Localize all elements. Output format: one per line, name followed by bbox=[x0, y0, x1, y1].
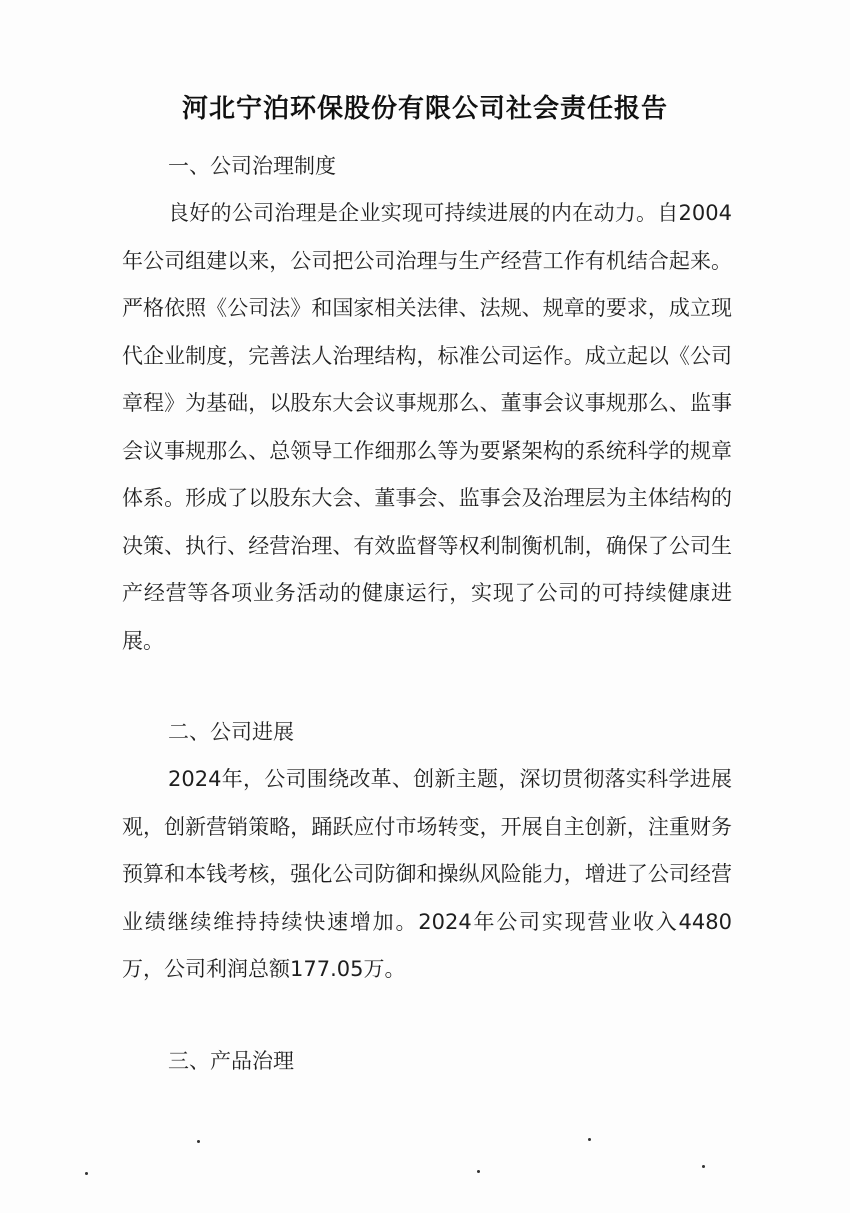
scan-speck bbox=[702, 1165, 705, 1168]
section-paragraph-development: 2024年，公司围绕改革、创新主题，深切贯彻落实科学进展观，创新营销策略，踊跃应付市场转变，开展自主创新，注重财务预算和本钱考核，强化公司防御和操纵风险能力，增进了公司经营业绩继续维持持续快速增加。2024年公司实现营业收入4480万，公司利润总额177.05万。 bbox=[122, 767, 732, 981]
section-heading-governance: 一、公司治理制度 bbox=[168, 154, 336, 178]
section-heading-development: 二、公司进展 bbox=[168, 720, 294, 744]
scan-speck bbox=[197, 1140, 200, 1143]
document-title: 河北宁泊环保股份有限公司社会责任报告 bbox=[181, 94, 668, 124]
section-paragraph-governance: 良好的公司治理是企业实现可持续进展的内在动力。自2004年公司组建以来，公司把公司治理与生产经营工作有机结合起来。严格依照《公司法》和国家相关法律、法规、规章的要求，成立现代企业制度，完善法人治理结构，标准公司运作。成立起以《公司章程》为基础，以股东大会议事规那么、董事会议事规那么、监事会议事规那么、总领导工作细那么等为要紧架构的系统科学的规章体系。形成了以股东大会、董事会、监事会及治理层为主体结构的决策、执行、经营治理、有效监督等权利制衡机制，确保了公司生产经营等各项业务活动的健康运行，实现了公司的可持续健康进展。 bbox=[122, 201, 732, 653]
scan-speck bbox=[588, 1138, 591, 1141]
scan-speck bbox=[477, 1170, 480, 1173]
section-heading-product: 三、产品治理 bbox=[168, 1049, 294, 1073]
scan-speck bbox=[85, 1172, 88, 1175]
